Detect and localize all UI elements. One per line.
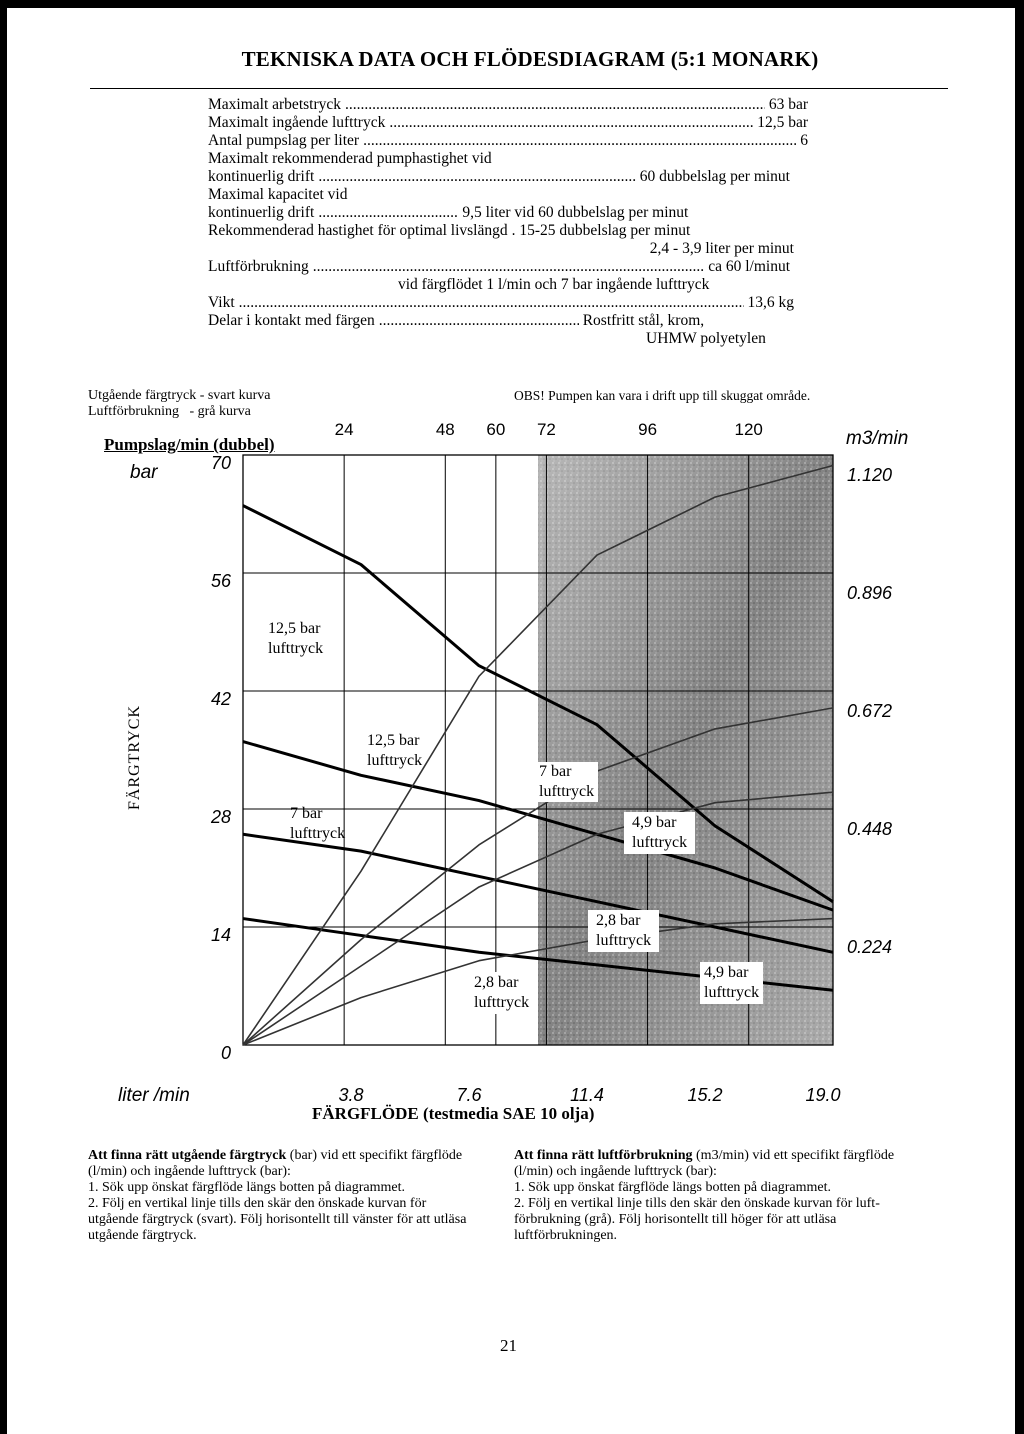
label-4-9-a: 4,9 bar lufttryck — [624, 812, 695, 854]
label-2-8-a: 2,8 bar lufttryck — [588, 910, 659, 952]
left-axis-tick: 0 — [220, 1043, 231, 1063]
left-axis-tick: 28 — [210, 807, 231, 827]
bottom-unit-label: liter /min — [118, 1085, 190, 1106]
spec-row: Maximal kapacitet vid — [208, 186, 348, 203]
bottom-axis-tick: 15.2 — [687, 1085, 723, 1105]
instr-left-heading: Att finna rätt utgående färgtryck — [88, 1148, 287, 1163]
instructions-left — [88, 1148, 468, 1244]
left-axis-tick: 56 — [210, 571, 231, 591]
right-axis-tick: 0.896 — [847, 583, 893, 603]
legend-black: Utgående färgtryck - svart kurva — [88, 388, 271, 403]
instr-right-heading: Att finna rätt luftförbrukning — [514, 1148, 693, 1163]
right-axis-tick: 0.224 — [847, 937, 893, 957]
page-number: 21 — [500, 1336, 517, 1355]
top-axis-tick: 120 — [734, 420, 763, 439]
label-7-mid: 7 bar lufttryck — [535, 762, 598, 802]
label-2-8-b: 2,8 bar lufttryck — [470, 972, 533, 1014]
pump-axis-label: Pumpslag/min (dubbel) — [104, 435, 275, 454]
label-12-5-black: 12,5 bar lufttryck — [268, 620, 324, 657]
bottom-axis-tick: 19.0 — [805, 1085, 841, 1105]
spec-row: Antal pumpslag per liter ..... 6 — [208, 132, 808, 150]
label-12-5-gray: 12,5 bar lufttryck — [367, 732, 423, 769]
legend-gray: Luftförbrukning - grå kurva — [88, 404, 251, 419]
right-axis-tick: 0.448 — [847, 819, 893, 839]
left-axis-tick: 70 — [210, 453, 231, 473]
spec-row: Maximalt arbetstryck ..... 63 bar — [208, 96, 808, 114]
spec-row: Luftförbrukning ..... ca 60 l/minut — [208, 258, 808, 276]
instr-left-intro: (bar) vid ett specifikt färgflöde (l/min) och ingående lufttryck (bar): — [88, 1148, 463, 1179]
right-axis-tick: 1.120 — [847, 465, 893, 485]
bottom-axis-tick: 7.6 — [456, 1085, 482, 1105]
bottom-axis-tick: 11.4 — [570, 1085, 604, 1105]
spec-row: Rekommenderad hastighet för optimal livslängd . 15-25 dubbelslag per minut — [208, 222, 691, 239]
label-7-left: 7 bar lufttryck — [290, 805, 346, 842]
spec-row: Vikt ..... 13,6 kg — [208, 294, 808, 312]
top-axis-tick: 96 — [638, 420, 658, 439]
page-title: TEKNISKA DATA OCH FLÖDESDIAGRAM (5:1 MONARK) — [241, 47, 819, 71]
left-axis-title: FÄRGTRYCK — [126, 704, 143, 810]
instr-right-intro: (m3/min) vid ett specifikt färgflöde (l/min) och ingående lufttryck (bar): — [514, 1148, 895, 1179]
spec-row: Delar i kontakt med färgen ..... Rostfritt stål, krom, — [208, 312, 808, 330]
top-axis-tick: 24 — [334, 420, 354, 439]
instructions-right — [514, 1148, 914, 1244]
bottom-axis-title: FÄRGFLÖDE (testmedia SAE 10 olja) — [312, 1104, 595, 1123]
left-axis-tick: 42 — [210, 689, 231, 709]
right-unit-label: m3/min — [846, 428, 909, 449]
left-unit-label: bar — [130, 462, 158, 483]
spec-row: kontinuerlig drift ..... 60 dubbelslag per minut — [208, 168, 808, 186]
label-4-9-b: 4,9 bar lufttryck — [700, 962, 763, 1004]
top-axis-tick: 48 — [435, 420, 455, 439]
right-axis-tick: 0.672 — [847, 701, 893, 721]
spec-row: vid färgflödet 1 l/min och 7 bar ingående lufttryck — [398, 276, 710, 293]
spec-row: Maximalt ingående lufttryck ..... 12,5 bar — [208, 114, 808, 132]
spec-row: 2,4 - 3,9 liter per minut — [649, 240, 794, 257]
instr-left-step1: 1. Sök upp önskat färgflöde längs botten på diagrammet. — [88, 1180, 406, 1195]
left-axis-tick: 14 — [210, 925, 231, 945]
spec-row: UHMW polyetylen — [646, 330, 766, 347]
instr-right-step1: 1. Sök upp önskat färgflöde längs botten på diagrammet. — [514, 1180, 832, 1195]
instr-left-step2: 2. Följ en vertikal linje tills den skär den önskade kurvan för utgående färgtryck (svart). Följ horisontellt till vänster för att utläsa utgående färgtryck. — [88, 1196, 467, 1243]
shaded-region-overlay — [538, 455, 833, 1045]
spec-row: Maximalt rekommenderad pumphastighet vid — [208, 150, 492, 167]
instr-right-step2: 2. Följ en vertikal linje tills den skär den önskade kurvan för luft- förbrukning (grå). Följ horisontellt till höger för att utläsa luftförbrukningen. — [514, 1196, 880, 1243]
spec-row: kontinuerlig drift ..... 9,5 liter vid 60 dubbelslag per minut — [208, 204, 808, 222]
chart-note: OBS! Pumpen kan vara i drift upp till skuggat område. — [514, 388, 811, 403]
bottom-axis-tick: 3.8 — [338, 1085, 364, 1105]
top-axis-tick: 72 — [536, 420, 556, 439]
top-axis-tick: 60 — [486, 420, 506, 439]
